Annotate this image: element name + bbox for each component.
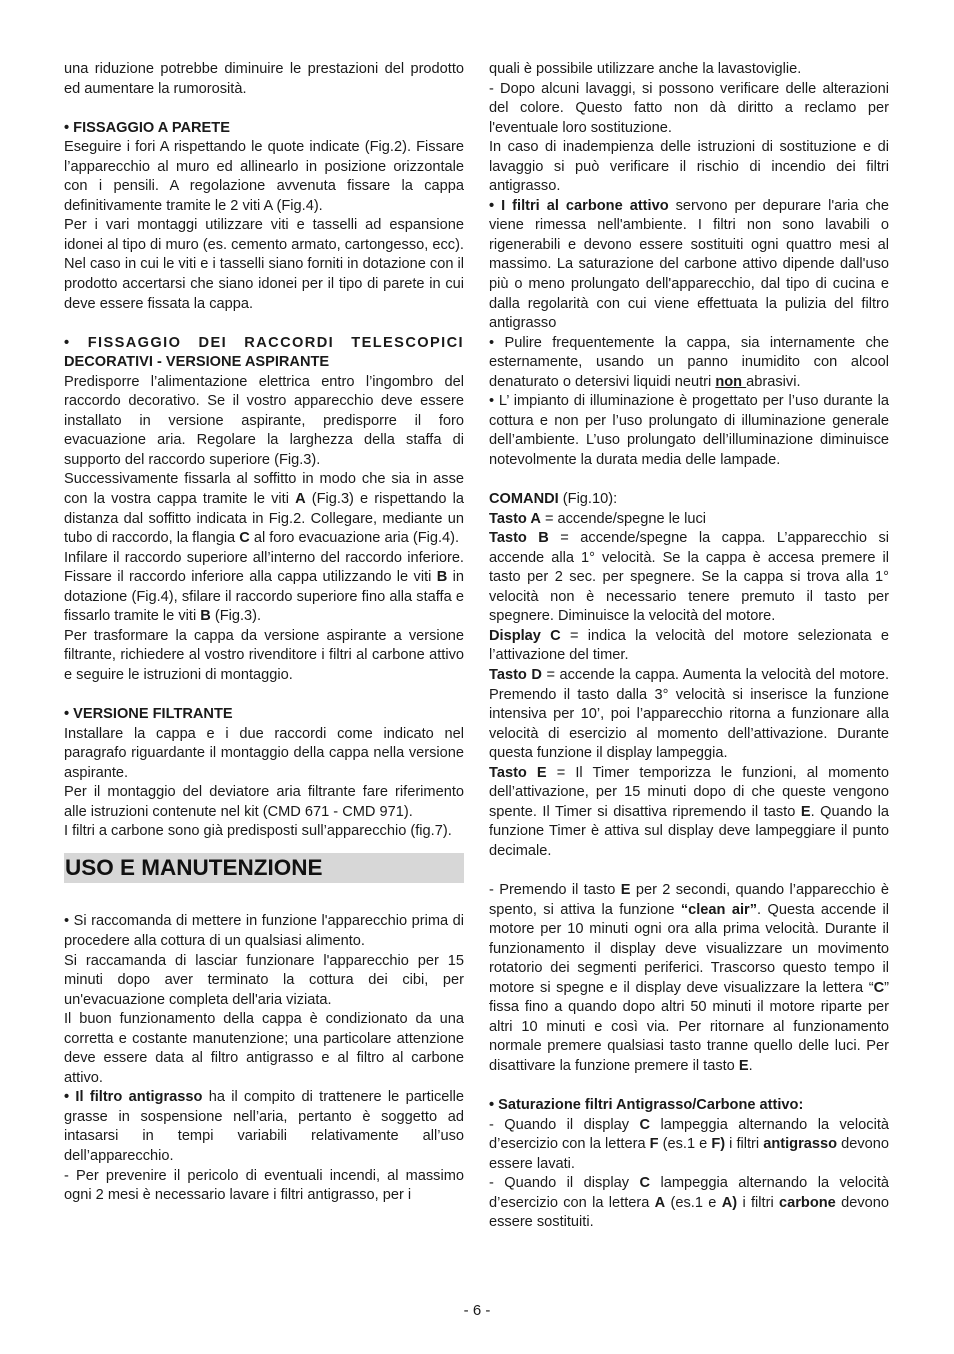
section-heading-versione-filtrante: • VERSIONE FILTRANTE: [64, 706, 233, 723]
paragraph: quali è possibile utilizzare anche la lavastoviglie.: [489, 61, 802, 77]
paragraph: Successivamente fissarla al soffitto in modo che sia in asse con la vostra cappa tramite le viti A (Fig.3) e rispettando la distanza dal soffitto indicata in Fig.2. Collegare, mediante un tubo di raccordo, la flangia C al foro evacuazione aria (Fig.4).: [64, 471, 464, 547]
left-column: [64, 60, 464, 1206]
paragraph: - Per prevenire il pericolo di eventuali incendi, al massimo ogni 2 mesi è necessario lavare i filtri antigrasso, per i: [64, 1167, 464, 1204]
paragraph: Per trasformare la cappa da versione aspirante a versione filtrante, richiedere al vostro rivenditore i filtri al carbone attivo e seguire le istruzioni di montaggio.: [64, 627, 464, 683]
paragraph: - Quando il display C lampeggia alternando la velocità d’esercizio con la lettera F (es.1 e F) i filtri antigrasso devono essere lavati.: [489, 1116, 889, 1172]
paragraph: • Il filtro antigrasso ha il compito di trattenere le particelle grasse in sospensione nell’aria, pertanto è soggetto ad intasarsi in tempi variabili relativamente all’uso dell’apparecchio.: [64, 1089, 464, 1164]
paragraph: Predisporre l’alimentazione elettrica entro l’ingombro del raccordo decorativo. Se il vostro apparecchio deve essere installato in versione aspirante, predisporre il foro evacuazione aria. Regolare la larghezza della staffa di supporto del raccordo superiore (Fig.3).: [64, 373, 464, 468]
section-heading-saturazione: • Saturazione filtri Antigrasso/Carbone attivo:: [489, 1096, 804, 1113]
paragraph: • Pulire frequentemente la cappa, sia internamente che esternamente, usando un panno inumidito con alcool denaturato o detersivi liquidi neutri non abrasivi.: [489, 334, 889, 390]
paragraph: • I filtri al carbone attivo servono per depurare l'aria che viene rimessa nell'ambiente. I filtri non sono lavabili o rigenerabili e devono essere sostituiti ogni quattro mesi al massimo. La saturazione del carbone attivo dipende dall'uso più o meno prolungato dell'apparecchio, dal tipo di cucina e dalla regolarità con cui viene effettuata la pulizia del filtro antigrasso: [489, 197, 889, 332]
paragraph: Il buon funzionamento della cappa è condizionato da una corretta e costante manutenzione; una particolare attenzione deve essere data al filtro antigrasso e al filtro al carbone attivo.: [64, 1011, 464, 1086]
comandi-heading: COMANDI (Fig.10):: [489, 491, 618, 508]
paragraph: Eseguire i fori A rispettando le quote indicate (Fig.2). Fissare l’apparecchio al muro ed allinearlo in posizione orizzontale con i pensili. A regolazione avvenuta fissare la cappa definitivamente tramite le 2 viti A (Fig.4).: [64, 139, 464, 214]
clean-air-paragraph: - Premendo il tasto E per 2 secondi, quando l’apparecchio è spento, si attiva la funzione “clean air”. Questa accende il motore per 10 minuti ogni ora alla prima velocità. Durante il funzionamento il display deve visualizzare un movimento rotatorio dei segmenti periferici. Trascorso questo tempo il motore si spegne e il display deve visualizzare la lettera “C” fissa fino a quando dopo altri 50 minuti il motore riparte per altri 10 minuti e così via. Per ritornare al funzionamento normale premere qualsiasi tasto tranne quello delle luci. Per disattivare la funzione premere il tasto E.: [489, 881, 889, 1074]
paragraph: Installare la cappa e i due raccordi come indicato nel paragrafo riguardante il montaggio della cappa nella versione aspirante.: [64, 725, 464, 781]
paragraph: In caso di inadempienza delle istruzioni di sostituzione e di lavaggio si può verificare il rischio di incendio dei filtri antigrasso.: [489, 139, 889, 195]
section-banner-title: USO E MANUTENZIONE: [65, 854, 323, 880]
paragraph: Per il montaggio del deviatore aria filtrante fare riferimento alle istruzioni contenute nel kit (CMD 671 - CMD 971).: [64, 784, 464, 820]
tasto-e: Tasto E = Il Timer temporizza le funzioni, al momento dell’attivazione, per 15 minuti dopo di che queste vengono spente. Il Timer si disattiva ripremendo il tasto E. Quando la funzione Timer è attiva sul display deve lampeggiare il punto decimale.: [489, 764, 889, 859]
paragraph: Per i vari montaggi utilizzare viti e tasselli ad espansione idonei al tipo di muro (es. cemento armato, cartongesso, ecc). Nel caso in cui le viti e i tasselli siano forniti in dotazione con il prodotto accertarsi che siano idonei per il tipo di parete in cui deve essere fissata la cappa.: [64, 217, 464, 312]
paragraph: I filtri a carbone sono già predisposti sull’apparecchio (fig.7).: [64, 823, 452, 840]
tasto-b: Tasto B = accende/spegne la cappa. L’apparecchio si accende alla 1° velocità. Se la cappa è accesa premere il tasto per 2 sec. per spegnere. Se la cappa si trova alla 1° velocità non è necessario tenere premuto il tasto per spegnere. Diminuisce la velocità del motore.: [489, 530, 889, 625]
display-c: Display C = indica la velocità del motore selezionata e l’attivazione del timer.: [489, 627, 889, 664]
paragraph: • Si raccomanda di mettere in funzione l'apparecchio prima di procedere alla cottura di un qualsiasi alimento.: [64, 913, 464, 949]
paragraph: - Dopo alcuni lavaggi, si possono verificare delle alterazioni del colore. Questo fatto non dà diritto a reclamo per l'eventuale loro sostituzione.: [489, 80, 889, 136]
section-heading-raccordi-line1: • FISSAGGIO DEI RACCORDI TELESCOPICI: [64, 334, 464, 351]
paragraph: • L’ impianto di illuminazione è progettato per l’uso durante la cottura e non per l’uso prolungato di illuminazione generale dell’ambiente. L’uso prolungato dell’illuminazione diminuisce notevolmente la durata media delle lampade.: [489, 393, 889, 468]
tasto-a: Tasto A = accende/spegne le luci: [489, 510, 706, 527]
section-heading-raccordi-line2: DECORATIVI - VERSIONE ASPIRANTE: [64, 354, 330, 371]
tasto-d: Tasto D = accende la cappa. Aumenta la velocità del motore. Premendo il tasto dalla 3° velocità si inserisce la funzione intensiva per 10’, poi l’apparecchio ritorna a funzionare alla velocità di esercizio al momento dell’attivazione. Durante questa funzione il display lampeggia.: [489, 666, 889, 762]
page-number: - 6 -: [463, 1302, 491, 1319]
paragraph: - Quando il display C lampeggia alternando la velocità d’esercizio con la lettera A (es.1 e A) i filtri carbone devono essere sostituiti.: [489, 1175, 889, 1231]
section-banner: [64, 853, 464, 883]
paragraph: Si raccamanda di lasciar funzionare l'apparecchio per 15 minuti dopo aver terminato la cottura dei cibi, per un'evacuazione completa dell'aria viziata.: [64, 952, 464, 1008]
paragraph: una riduzione potrebbe diminuire le prestazioni del prodotto ed aumentare la rumorosità.: [64, 61, 464, 97]
section-heading-fissaggio-parete: • FISSAGGIO A PARETE: [64, 119, 230, 136]
paragraph: Infilare il raccordo superiore all’interno del raccordo inferiore. Fissare il raccordo inferiore alla cappa utilizzando le viti B in dotazione (Fig.4), sfilare il raccordo superiore fino alla staffa e fissarlo tramite le viti B (Fig.3).: [64, 549, 465, 625]
right-column: [489, 60, 889, 1233]
